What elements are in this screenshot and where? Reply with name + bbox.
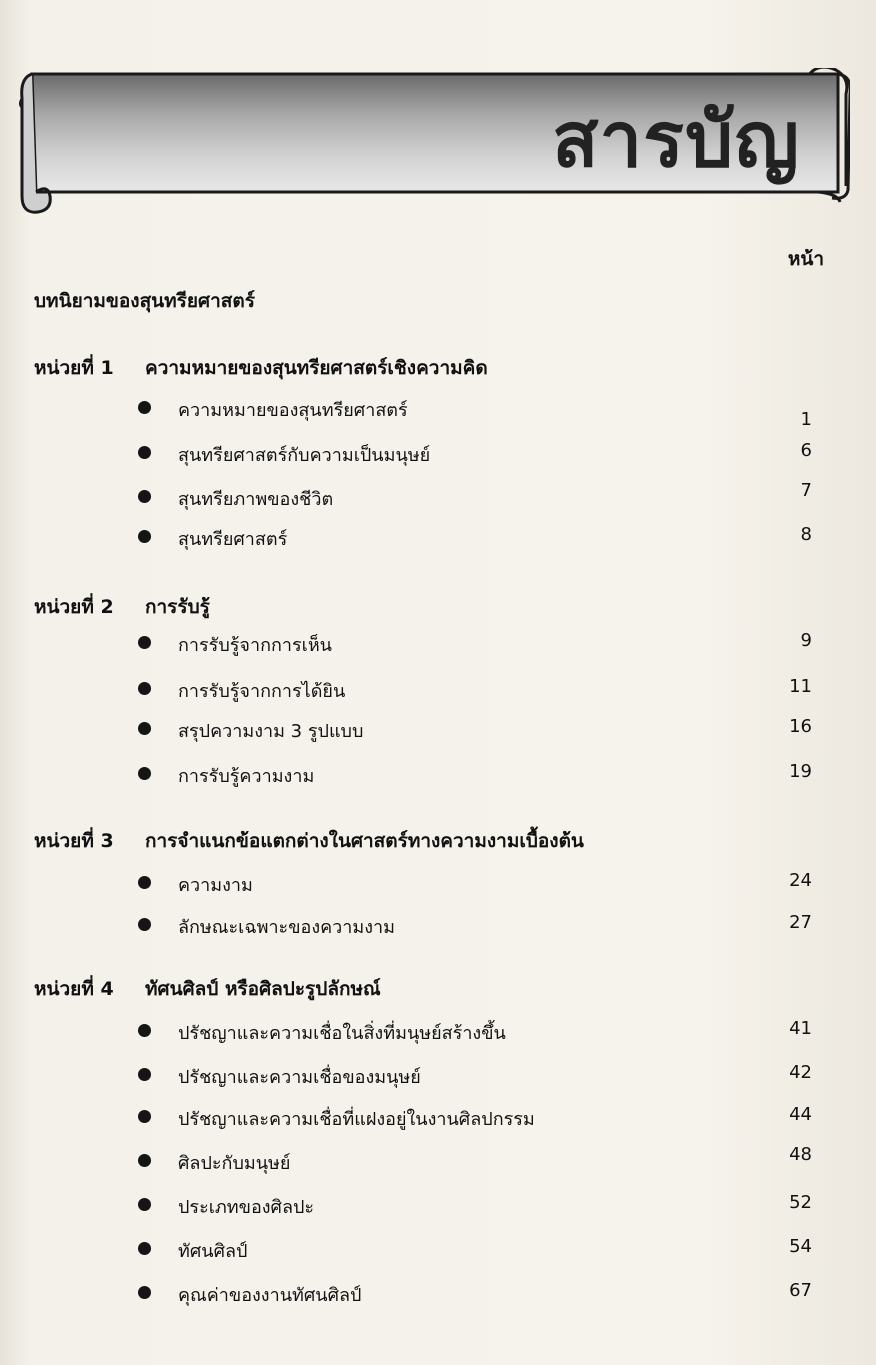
unit-heading <box>34 353 488 383</box>
toc-item <box>138 676 818 702</box>
unit-title: การจำแนกข้อแตกต่างในศาสตร์ทางความงามเบื้องต้น <box>145 830 584 852</box>
bullet-icon <box>138 1198 151 1211</box>
bullet-icon <box>138 1154 151 1167</box>
toc-item <box>138 1062 818 1088</box>
toc-item-label: สุนทรียศาสตร์กับความเป็นมนุษย์ <box>178 445 431 466</box>
toc-item-page: 41 <box>789 1018 812 1039</box>
bullet-icon <box>138 767 151 780</box>
bullet-icon <box>138 1068 151 1081</box>
bullet-icon <box>138 446 151 459</box>
page-title: สารบัญ <box>552 95 800 184</box>
toc-item-label: คุณค่าของงานทัศนศิลป์ <box>178 1285 362 1306</box>
toc-item-label: ปรัชญาและความเชื่อในสิ่งที่มนุษย์สร้างขึ้น <box>178 1023 506 1044</box>
unit-number: หน่วยที่ 1 <box>34 357 114 379</box>
toc-item-page: 52 <box>789 1192 812 1213</box>
unit-heading <box>34 826 584 856</box>
toc-item-label: ประเภทของศิลปะ <box>178 1197 315 1218</box>
toc-item <box>138 630 818 656</box>
toc-item-label: สุนทรียศาสตร์ <box>178 529 288 550</box>
toc-item-label: ปรัชญาและความเชื่อที่แฝงอยู่ในงานศิลปกรรม <box>178 1109 535 1130</box>
bullet-icon <box>138 1242 151 1255</box>
unit-title: การรับรู้ <box>145 596 210 618</box>
toc-item-label: การรับรู้จากการได้ยิน <box>178 681 346 702</box>
toc-item <box>138 1104 818 1130</box>
toc-item-page: 7 <box>800 480 812 501</box>
unit-number: หน่วยที่ 4 <box>34 978 114 1000</box>
toc-item <box>138 480 818 510</box>
bullet-icon <box>138 918 151 931</box>
toc-item-page: 1 <box>800 409 812 430</box>
toc-item <box>138 716 818 742</box>
bullet-icon <box>138 636 151 649</box>
preface-entry: บทนิยามของสุนทรียศาสตร์ <box>34 290 255 312</box>
bullet-icon <box>138 1024 151 1037</box>
toc-item-page: 9 <box>800 630 812 651</box>
toc-item-page: 42 <box>789 1062 812 1083</box>
toc-item <box>138 761 818 787</box>
toc-item <box>138 440 818 466</box>
unit-title: ทัศนศิลป์ หรือศิลปะรูปลักษณ์ <box>145 978 381 1000</box>
title-banner <box>18 68 850 216</box>
unit-title: ความหมายของสุนทรียศาสตร์เชิงความคิด <box>145 357 488 379</box>
toc-item-label: การรับรู้จากการเห็น <box>178 635 332 656</box>
toc-item <box>138 1280 818 1306</box>
toc-item-label: ความหมายของสุนทรียศาสตร์ <box>178 400 408 421</box>
toc-item <box>138 1236 818 1262</box>
bullet-icon <box>138 530 151 543</box>
toc-item <box>138 1018 818 1044</box>
toc-item-page: 11 <box>789 676 812 697</box>
bullet-icon <box>138 722 151 735</box>
toc-item-label: การรับรู้ความงาม <box>178 766 315 787</box>
bullet-icon <box>138 1286 151 1299</box>
bullet-icon <box>138 682 151 695</box>
toc-item <box>138 870 818 896</box>
toc-item-label: ทัศนศิลป์ <box>178 1241 248 1262</box>
toc-item <box>138 912 818 938</box>
toc-item-page: 44 <box>789 1104 812 1125</box>
toc-item-label: ลักษณะเฉพาะของความงาม <box>178 917 396 938</box>
toc-item-page: 16 <box>789 716 812 737</box>
toc-item-label: ความงาม <box>178 875 253 896</box>
toc-item-label: ศิลปะกับมนุษย์ <box>178 1153 291 1174</box>
page-column-header: หน้า <box>787 248 824 270</box>
unit-heading <box>34 592 210 622</box>
bullet-icon <box>138 876 151 889</box>
toc-item-label: สุนทรียภาพของชีวิต <box>178 489 334 510</box>
unit-number: หน่วยที่ 2 <box>34 596 114 618</box>
toc-item <box>138 1144 818 1174</box>
toc-item-page: 19 <box>789 761 812 782</box>
toc-item <box>138 395 818 430</box>
bullet-icon <box>138 401 151 414</box>
toc-item-page: 6 <box>800 440 812 461</box>
unit-number: หน่วยที่ 3 <box>34 830 114 852</box>
toc-item-label: สรุปความงาม 3 รูปแบบ <box>178 721 364 742</box>
toc-item-label: ปรัชญาและความเชื่อของมนุษย์ <box>178 1067 421 1088</box>
toc-item-page: 54 <box>789 1236 812 1257</box>
toc-item-page: 27 <box>789 912 812 933</box>
toc-item <box>138 1192 818 1218</box>
toc-item-page: 67 <box>789 1280 812 1301</box>
bullet-icon <box>138 490 151 503</box>
bullet-icon <box>138 1110 151 1123</box>
toc-item-page: 48 <box>789 1144 812 1165</box>
toc-item <box>138 524 818 550</box>
toc-item-page: 8 <box>800 524 812 545</box>
toc-item-page: 24 <box>789 870 812 891</box>
unit-heading <box>34 974 381 1004</box>
